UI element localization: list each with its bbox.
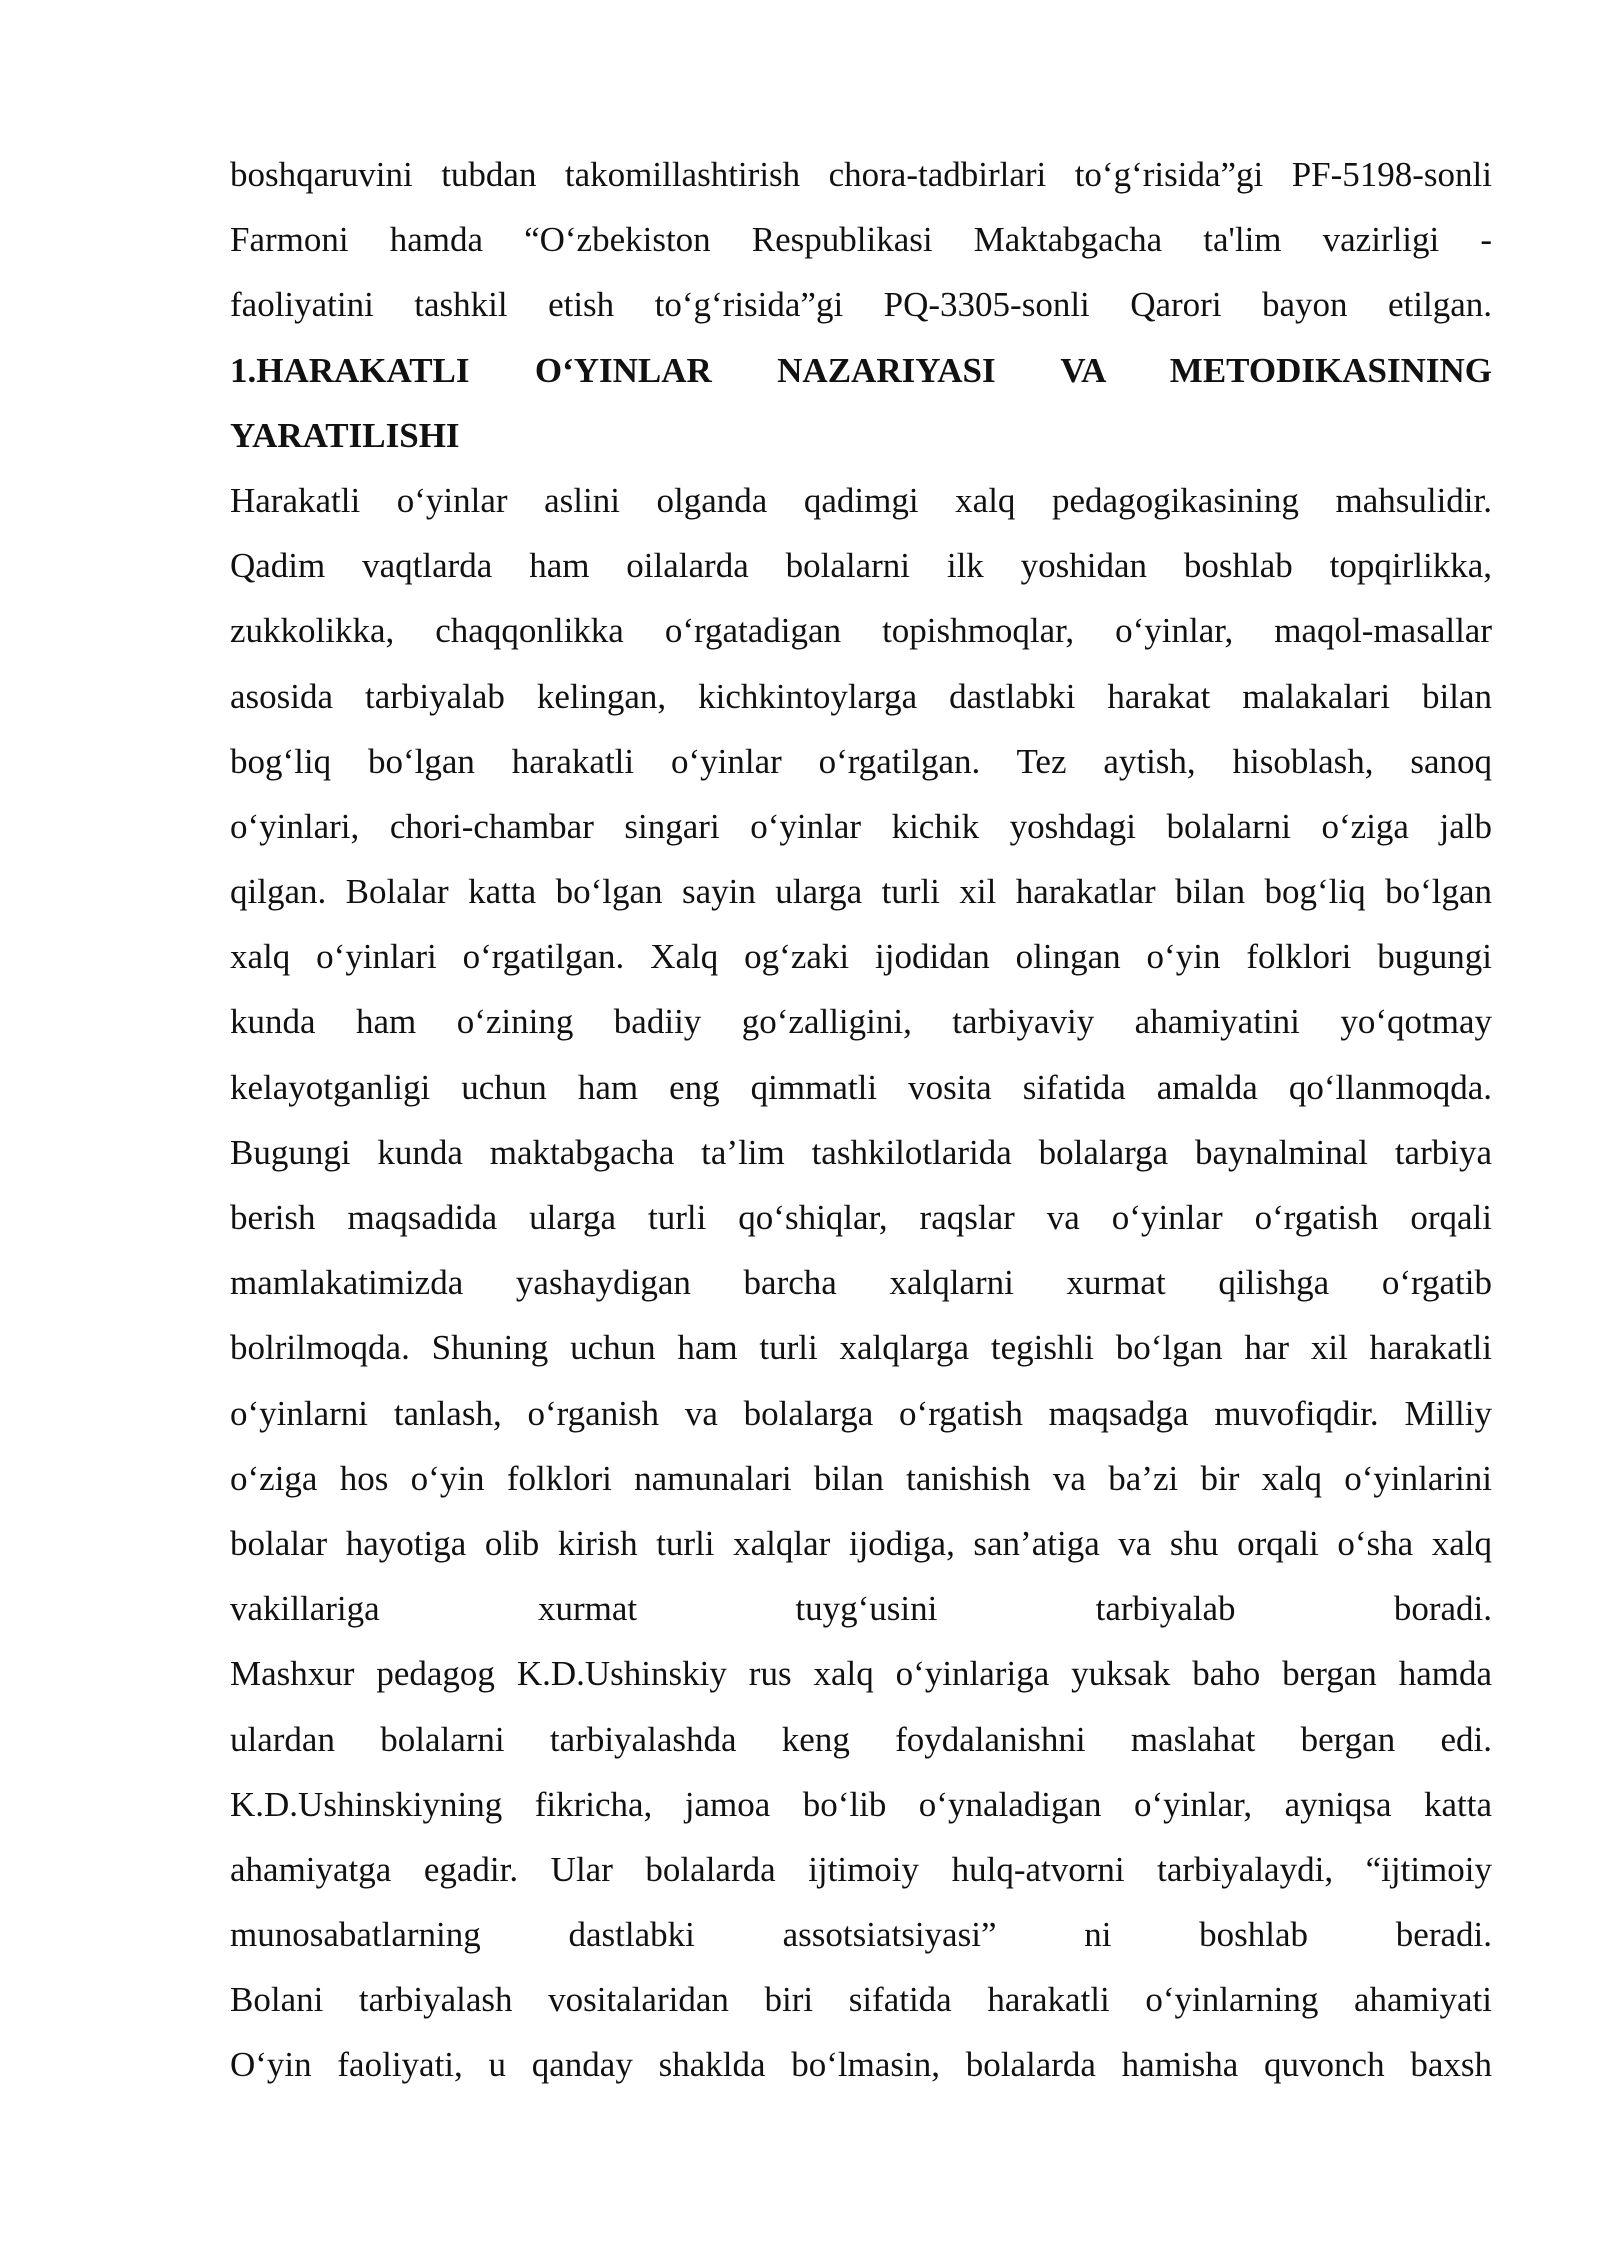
- paragraph-line: Harakatli o‘yinlar aslini olganda qadimgi xalq pedagogikasining mahsulidir.: [230, 480, 1492, 520]
- paragraph-line: kelayotganligi uchun ham eng qimmatli vosita sifatida amalda qo‘llanmoqda.: [230, 1067, 1492, 1107]
- paragraph-line: Mashxur pedagog K.D.Ushinskiy rus xalq o‘yinlariga yuksak baho bergan hamda: [230, 1654, 1492, 1694]
- paragraph-line: K.D.Ushinskiyning fikricha, jamoa bo‘lib o‘ynaladigan o‘yinlar, ayniqsa katta: [230, 1784, 1492, 1824]
- paragraph-line: bolrilmoqda. Shuning uchun ham turli xalqlarga tegishli bo‘lgan har xil harakatli: [230, 1328, 1492, 1368]
- paragraph-line: Bolani tarbiyalash vositalaridan biri sifatida harakatli o‘yinlarning ahamiyati: [230, 1980, 1492, 2020]
- paragraph-line: zukkolikka, chaqqonlikka o‘rgatadigan topishmoqlar, o‘yinlar, maqol-masallar: [230, 611, 1492, 651]
- section-heading-line: 1.HARAKATLI O‘YINLAR NAZARIYASI VA METODIKASINING: [230, 350, 1492, 390]
- paragraph-line: asosida tarbiyalab kelingan, kichkintoylarga dastlabki harakat malakalari bilan: [230, 676, 1492, 716]
- section-heading-line: YARATILISHI: [230, 415, 460, 455]
- paragraph-line: vakillariga xurmat tuyg‘usini tarbiyalab boradi.: [230, 1589, 1492, 1629]
- paragraph-line: qilgan. Bolalar katta bo‘lgan sayin ularga turli xil harakatlar bilan bog‘liq bo‘lgan: [230, 872, 1492, 912]
- paragraph-line: Qadim vaqtlarda ham oilalarda bolalarni ilk yoshidan boshlab topqirlikka,: [230, 546, 1492, 586]
- paragraph-line: ahamiyatga egadir. Ular bolalarda ijtimoiy hulq-atvorni tarbiyalaydi, “ijtimoiy: [230, 1849, 1492, 1889]
- paragraph-line: mamlakatimizda yashaydigan barcha xalqlarni xurmat qilishga o‘rgatib: [230, 1263, 1492, 1303]
- paragraph-line: Farmoni hamda “O‘zbekiston Respublikasi Maktabgacha ta'lim vazirligi -: [230, 220, 1492, 260]
- paragraph-line: bog‘liq bo‘lgan harakatli o‘yinlar o‘rgatilgan. Tez aytish, hisoblash, sanoq: [230, 741, 1492, 781]
- paragraph-line: O‘yin faoliyati, u qanday shaklda bo‘lmasin, bolalarda hamisha quvonch baxsh: [230, 2045, 1492, 2085]
- paragraph-line: faoliyatini tashkil etish to‘g‘risida”gi PQ-3305-sonli Qarori bayon etilgan.: [230, 285, 1492, 325]
- paragraph-line: o‘ziga hos o‘yin folklori namunalari bilan tanishish va ba’zi bir xalq o‘yinlarini: [230, 1458, 1492, 1498]
- paragraph-line: kunda ham o‘zining badiiy go‘zalligini, tarbiyaviy ahamiyatini yo‘qotmay: [230, 1002, 1492, 1042]
- paragraph-line: munosabatlarning dastlabki assotsiatsiyasi” ni boshlab beradi.: [230, 1915, 1492, 1955]
- document-body-text: [230, 142, 1492, 2098]
- paragraph-line: bolalar hayotiga olib kirish turli xalqlar ijodiga, san’atiga va shu orqali o‘sha xalq: [230, 1523, 1492, 1563]
- paragraph-line: o‘yinlari, chori-chambar singari o‘yinlar kichik yoshdagi bolalarni o‘ziga jalb: [230, 806, 1492, 846]
- paragraph-line: xalq o‘yinlari o‘rgatilgan. Xalq og‘zaki ijodidan olingan o‘yin folklori bugungi: [230, 937, 1492, 977]
- paragraph-line: o‘yinlarni tanlash, o‘rganish va bolalarga o‘rgatish maqsadga muvofiqdir. Milliy: [230, 1393, 1492, 1433]
- paragraph-line: boshqaruvini tubdan takomillashtirish chora-tadbirlari to‘g‘risida”gi PF-5198-sonli: [230, 155, 1492, 194]
- paragraph-line: berish maqsadida ularga turli qo‘shiqlar, raqslar va o‘yinlar o‘rgatish orqali: [230, 1198, 1492, 1237]
- paragraph-line: Bugungi kunda maktabgacha ta’lim tashkilotlarida bolalarga baynalminal tarbiya: [230, 1132, 1492, 1172]
- paragraph-line: ulardan bolalarni tarbiyalashda keng foydalanishni maslahat bergan edi.: [230, 1719, 1492, 1759]
